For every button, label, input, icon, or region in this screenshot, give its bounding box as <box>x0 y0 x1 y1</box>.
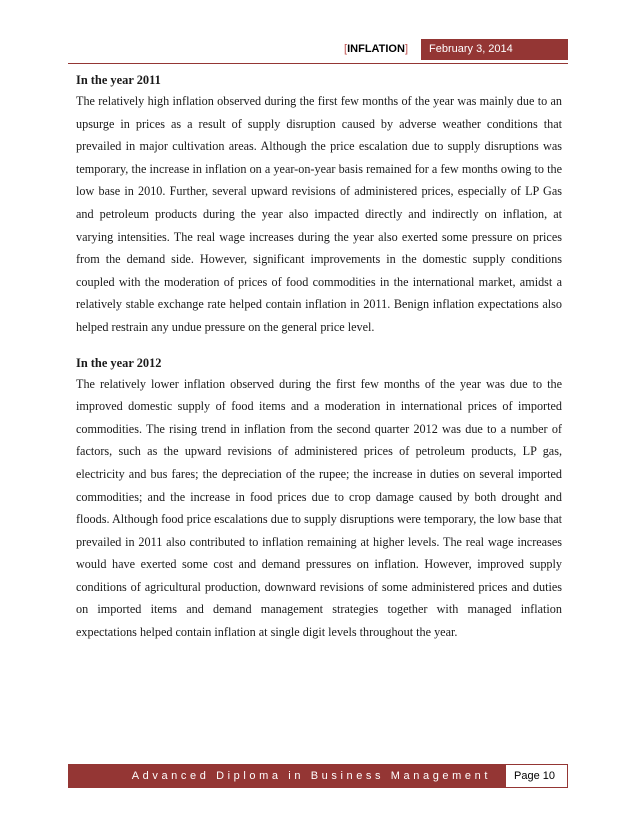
title-bracket-close: ] <box>404 43 408 55</box>
page-footer <box>68 764 568 788</box>
header-divider <box>68 63 568 64</box>
section-spacer <box>76 339 562 353</box>
section-heading-2011: In the year 2011 <box>76 73 161 87</box>
section-paragraph-2011: The relatively high inflation observed during the first few months of the year was mainly due to an upsurge in prices as a result of supply disruption caused by adverse weather conditions that prevailed in major cultivation areas. Although the price escalation due to supply disruptions was temporary, the increase in inflation on a year-on-year basis remained for a few months owing to the low base in 2010. Further, several upward revisions of administered prices, especially of LP Gas and petroleum products during the year also impacted directly and indirectly on inflation, at varying intensities. The real wage increases during the year also exerted some pressure on prices from the demand side. However, significant improvements in the domestic supply conditions coupled with the moderation of prices of food commodities in the international market, amidst a relatively stable exchange rate helped contain inflation in 2011. Benign inflation expectations also helped restrain any undue pressure on the general price level. <box>76 94 562 334</box>
document-date: February 3, 2014 <box>421 39 568 60</box>
section-heading-2012: In the year 2012 <box>76 355 162 370</box>
title-text: INFLATION <box>347 43 405 55</box>
document-title <box>344 43 408 55</box>
title-bracket-open: [ <box>344 43 348 55</box>
footer-course-title: Advanced Diploma in Business Management <box>69 765 505 787</box>
section-paragraph-2012: The relatively lower inflation observed during the first few months of the year was due to the improved domestic supply of food items and a moderation in international prices of imported commodities. The rising trend in inflation from the second quarter 2012 was due to a number of factors, such as the upward revisions of administered prices of petroleum products, LP gas, electricity and bus fares; the depreciation of the rupee; the increase in duties on several imported commodities; and the increase in food prices due to crop damage caused by both drought and floods. Although food price escalations due to supply disruptions were temporary, the low base that prevailed in 2011 also contributed to inflation remaining at higher levels. The real wage increases would have exerted some cost and demand pressures on inflation. However, improved supply conditions of agricultural production, downward revisions of some administered prices and duties on imported items and demand management strategies together with managed inflation expectations helped contain inflation at single digit levels throughout the year. <box>76 376 562 640</box>
page-number: Page 10 <box>505 765 567 787</box>
page-header <box>68 39 568 63</box>
document-body <box>76 70 562 644</box>
